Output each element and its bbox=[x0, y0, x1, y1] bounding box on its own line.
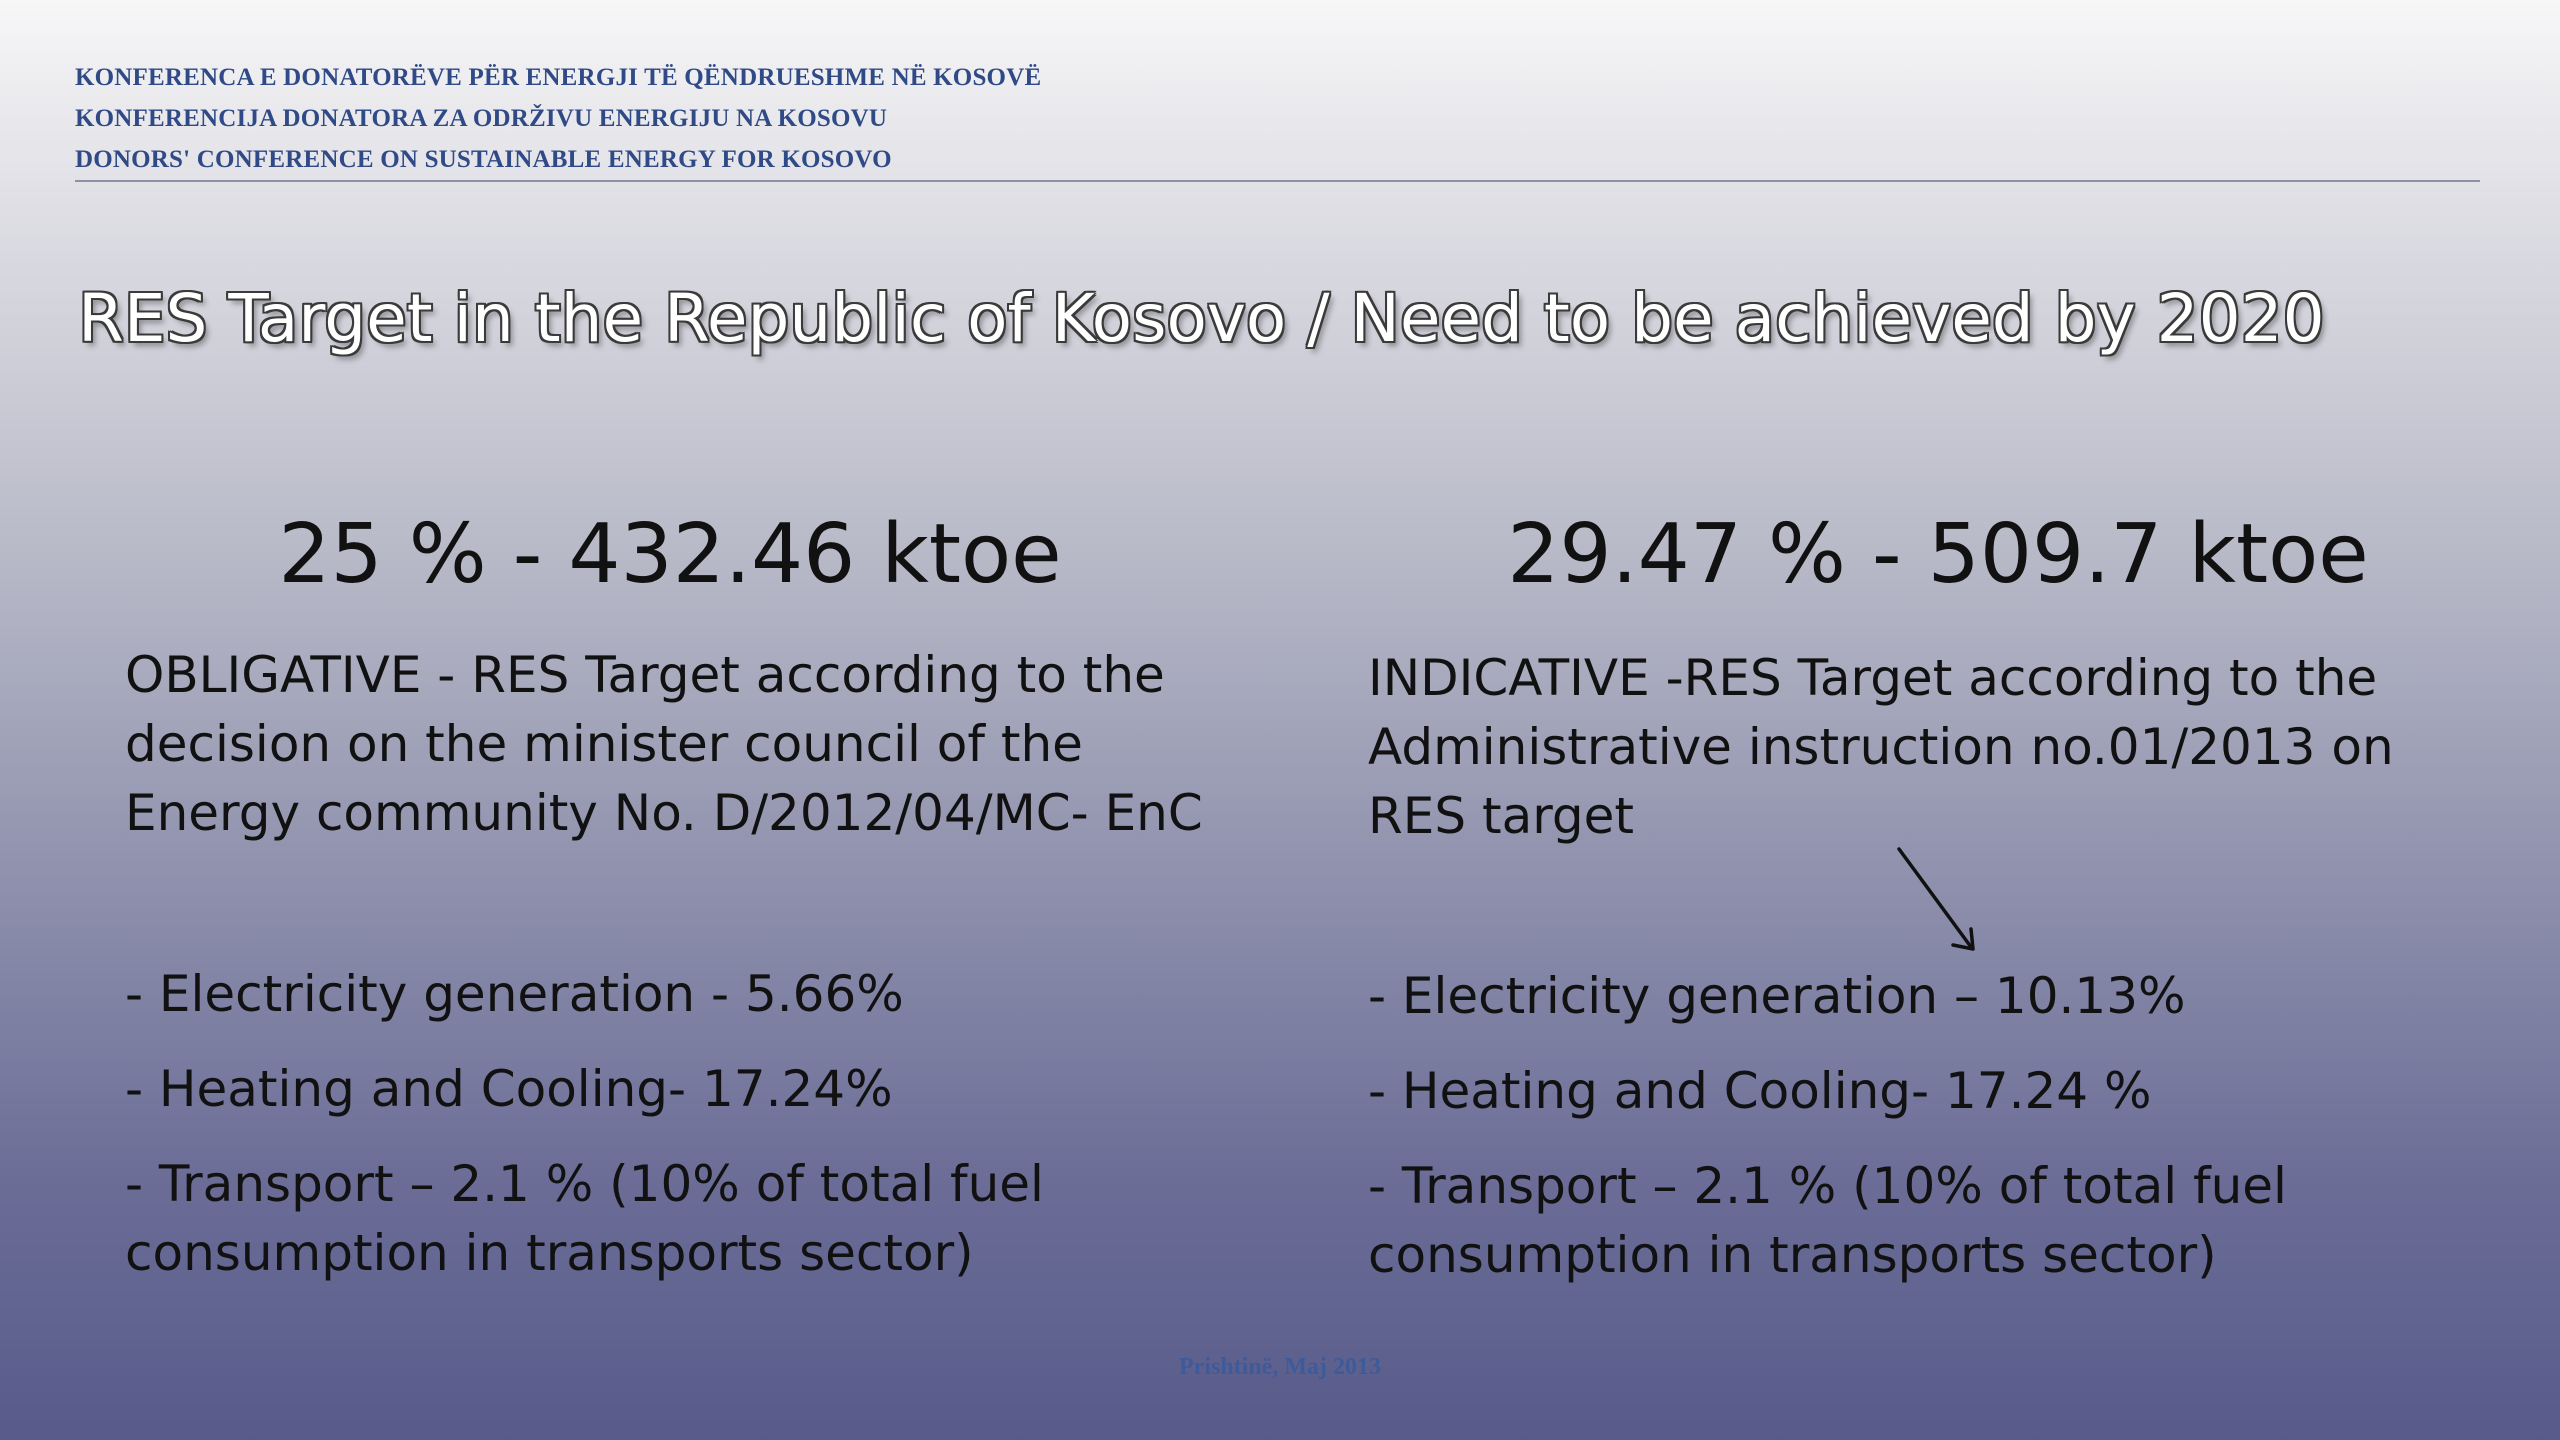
indicative-electricity-item bbox=[1368, 962, 2287, 1031]
header-divider bbox=[75, 180, 2480, 182]
indicative-target-value: 29.47 % - 509.7 ktoe bbox=[1507, 507, 2369, 602]
conference-header-line-english: DONORS' CONFERENCE ON SUSTAINABLE ENERGY FOR KOSOVO bbox=[75, 146, 892, 173]
indicative-description-line: Administrative instruction no.01/2013 on bbox=[1368, 718, 2394, 776]
obligative-electricity-item bbox=[125, 960, 1044, 1029]
obligative-column bbox=[125, 500, 1285, 1282]
indicative-column bbox=[1368, 500, 2508, 1284]
indicative-transport-item bbox=[1368, 1152, 2287, 1290]
obligative-description-line: decision on the minister council of the bbox=[125, 715, 1083, 773]
indicative-description bbox=[1368, 644, 2508, 851]
list-item-line: - Transport – 2.1 % (10% of total fuel bbox=[1368, 1157, 2287, 1215]
obligative-breakdown-list bbox=[125, 960, 1044, 1314]
list-item-line: - Transport – 2.1 % (10% of total fuel bbox=[125, 1155, 1044, 1213]
indicative-description-line: INDICATIVE -RES Target according to the bbox=[1368, 649, 2378, 707]
obligative-target-value: 25 % - 432.46 ktoe bbox=[278, 507, 1062, 602]
conference-header-line-serbian: KONFERENCIJA DONATORA ZA ODRŽIVU ENERGIJU NA KOSOVU bbox=[75, 105, 888, 132]
list-item-line: - Heating and Cooling- 17.24% bbox=[125, 1060, 893, 1118]
list-item-line: - Electricity generation - 5.66% bbox=[125, 965, 904, 1023]
obligative-description-line: OBLIGATIVE - RES Target according to the bbox=[125, 646, 1165, 704]
slide-title: RES Target in the Republic of Kosovo / Need to be achieved by 2020 bbox=[78, 280, 2325, 357]
obligative-transport-item bbox=[125, 1150, 1044, 1288]
list-item-line: - Electricity generation – 10.13% bbox=[1368, 967, 2186, 1025]
indicative-breakdown-list bbox=[1368, 962, 2287, 1316]
list-item-line: consumption in transports sector) bbox=[125, 1224, 974, 1282]
arrow-down-right-icon bbox=[1895, 845, 1985, 955]
footer-location-date: Prishtinë, Maj 2013 bbox=[1179, 1354, 1381, 1380]
obligative-description bbox=[125, 641, 1285, 848]
obligative-description-line: Energy community No. D/2012/04/MC- EnC bbox=[125, 784, 1203, 842]
conference-header bbox=[75, 57, 1041, 180]
conference-header-line-albanian: KONFERENCA E DONATORËVE PËR ENERGJI TË QËNDRUESHME NË KOSOVË bbox=[75, 64, 1042, 91]
list-item-line: consumption in transports sector) bbox=[1368, 1226, 2217, 1284]
indicative-description-line: RES target bbox=[1368, 787, 1634, 845]
obligative-heating-cooling-item bbox=[125, 1055, 1044, 1124]
indicative-heating-cooling-item bbox=[1368, 1057, 2287, 1126]
list-item-line: - Heating and Cooling- 17.24 % bbox=[1368, 1062, 2152, 1120]
